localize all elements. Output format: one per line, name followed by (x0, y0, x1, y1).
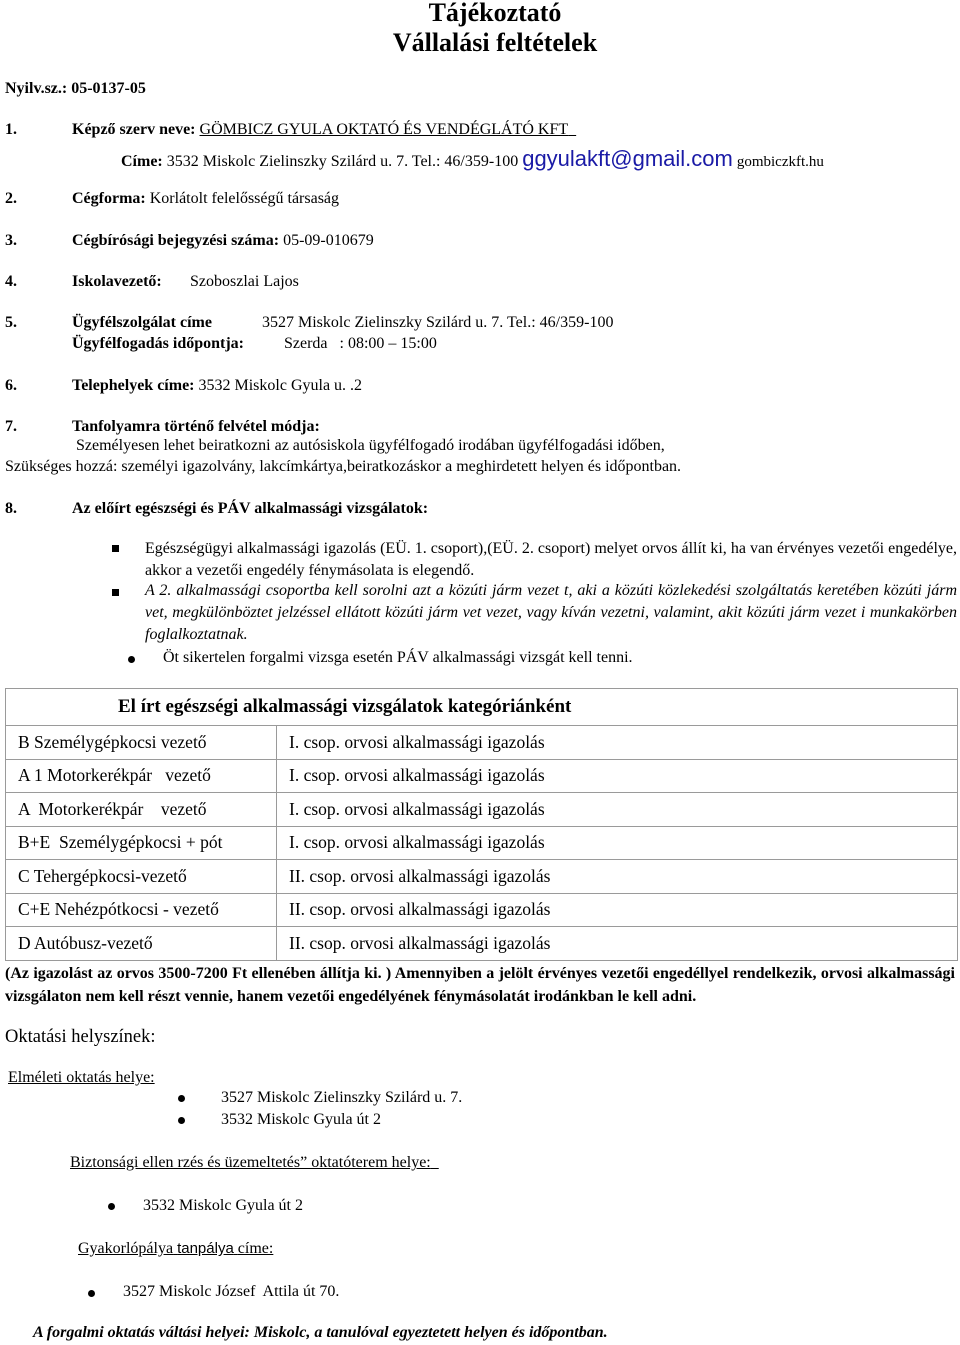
section-7-number: 7. (5, 418, 17, 435)
section-2-number: 2. (5, 190, 17, 207)
practice-label-part2: tanpálya (177, 1240, 234, 1257)
practice-label-part3: címe: (237, 1240, 274, 1257)
category-cell: D Autóbusz-vezető (6, 927, 277, 961)
square-bullet-icon (112, 589, 119, 596)
section-2-label: Cégforma: (72, 190, 146, 207)
requirement-cell: II. csop. orvosi alkalmassági igazolás (277, 860, 958, 894)
safety-location-1: 3532 Miskolc Gyula út 2 (143, 1197, 303, 1214)
section-6-line (72, 377, 362, 395)
document-subtitle: Vállalási feltételek (392, 28, 598, 57)
requirement-cell: I. csop. orvosi alkalmassági igazolás (277, 726, 958, 760)
section-4-value: Szoboszlai Lajos (190, 273, 299, 290)
section-5-label: Ügyfélszolgálat címe (72, 314, 212, 331)
section-1-line (72, 121, 576, 139)
table-row (6, 793, 958, 827)
table-heading: El írt egészségi alkalmassági vizsgálatok kategóriánként (6, 689, 958, 726)
theory-location-1: 3527 Miskolc Zielinszky Szilárd u. 7. (221, 1089, 463, 1106)
section-1-address-line (121, 146, 824, 172)
section-1-name: GÖMBICZ GYULA OKTATÓ ÉS VENDÉGLÁTÓ KFT (199, 121, 569, 138)
practice-label-part1: Gyakorlópálya (78, 1240, 174, 1257)
section-7-label: Tanfolyamra történő felvétel módja: (72, 418, 320, 435)
requirement-cell: I. csop. orvosi alkalmassági igazolás (277, 793, 958, 827)
email-link[interactable]: ggyulakft@gmail.com (522, 146, 733, 171)
section-5-value: 3527 Miskolc Zielinszky Szilárd u. 7. Tel.: 46/359-100 (262, 314, 614, 331)
section-4-label: Iskolavezető: (72, 273, 162, 290)
requirement-cell: II. csop. orvosi alkalmassági igazolás (277, 893, 958, 927)
bullet-dot-icon (178, 1095, 185, 1102)
section-3-number: 3. (5, 232, 17, 249)
section-1-address: 3532 Miskolc Zielinszky Szilárd u. 7. Tel.: 46/359-100 (166, 153, 519, 170)
category-cell: A 1 Motorkerékpár vezető (6, 759, 277, 793)
section-7-line1: Személyesen lehet beiratkozni az autósiskola ügyfélfogadó irodában ügyfélfogadási időben, (76, 437, 665, 454)
bullet-dot-icon (178, 1117, 185, 1124)
section-8-number: 8. (5, 500, 17, 517)
section-6-label: Telephelyek címe: (72, 377, 195, 394)
section-8-bullet-2: A 2. alkalmassági csoportba kell sorolni azt a közúti járm vezet t, aki a közúti közlekedési szolgáltatás keretében közúti járm vet, megkülönböztet jelzéssel ellátott közúti járm vet vezet, vagy kíván vezetni, valamint, akit közúti járm vezet i munkakörben foglalkoztatnak. (145, 582, 957, 643)
section-2-value: Korlátolt felelősségű társaság (149, 190, 340, 207)
table-row (6, 759, 958, 793)
section-7-line2: Szükséges hozzá: személyi igazolvány, lakcímkártya,beiratkozáskor a meghirdetett helyen és időpontban. (5, 458, 682, 475)
section-8-label: Az előírt egészségi és PÁV alkalmassági vizsgálatok: (72, 500, 429, 517)
category-table (5, 688, 958, 961)
section-5-hours-label: Ügyfélfogadás időpontja: (72, 335, 245, 352)
table-row (6, 927, 958, 961)
bullet-dot-icon (88, 1290, 95, 1297)
section-5-number: 5. (5, 314, 17, 331)
section-4-number: 4. (5, 273, 17, 290)
category-cell: B Személygépkocsi vezető (6, 726, 277, 760)
requirement-cell: I. csop. orvosi alkalmassági igazolás (277, 759, 958, 793)
practice-location-1: 3527 Miskolc József Attila út 70. (123, 1283, 340, 1300)
section-5-hours-value: Szerda : 08:00 – 15:00 (284, 335, 437, 352)
section-1-address-label: Címe: (121, 153, 163, 170)
section-8-bullet-3: Öt sikertelen forgalmi vizsga esetén PÁV alkalmassági vizsgát kell tenni. (163, 649, 633, 666)
category-cell: C+E Nehézpótkocsi - vezető (6, 893, 277, 927)
section-3-value: 05-09-010679 (283, 232, 374, 249)
section-3-line (72, 232, 374, 250)
registration-number: Nyilv.sz.: 05-0137-05 (5, 80, 146, 97)
section-6-value: 3532 Miskolc Gyula u. .2 (198, 377, 363, 394)
table-row (6, 726, 958, 760)
requirement-cell: I. csop. orvosi alkalmassági igazolás (277, 826, 958, 860)
section-2-line (72, 190, 339, 208)
practice-location-label (78, 1240, 273, 1258)
requirement-cell: II. csop. orvosi alkalmassági igazolás (277, 927, 958, 961)
locations-title: Oktatási helyszínek: (5, 1027, 156, 1047)
section-8-bullet-1: Egészségügyi alkalmassági igazolás (EÜ. 1. csoport),(EÜ. 2. csoport) melyet orvos állít ki, ha van érvényes vezetői engedélye, akkor a vezetői engedély fénymásolata is elegendő. (145, 540, 957, 579)
exam-note: (Az igazolást az orvos 3500-7200 Ft ellenében állítja ki. ) Amennyiben a jelölt érvényes vezetői engedéllyel rendelkezik, orvosi alkalmassági vizsgálaton nem kell részt vennie, hanem vezetői engedélyének fénymásolatát irodánkban le kell adni. (5, 965, 955, 1005)
square-bullet-icon (112, 545, 119, 552)
section-6-number: 6. (5, 377, 17, 394)
bullet-dot-icon (128, 656, 135, 663)
table-row (6, 826, 958, 860)
section-1-label: Képző szerv neve: (72, 121, 196, 138)
bullet-dot-icon (108, 1203, 115, 1210)
safety-location-label-line (70, 1154, 439, 1172)
category-cell: A Motorkerékpár vezető (6, 793, 277, 827)
section-1-number: 1. (5, 121, 17, 138)
table-row (6, 860, 958, 894)
footer-note: A forgalmi oktatás váltási helyei: Miskolc, a tanulóval egyeztetett helyen és időpontban. (33, 1324, 608, 1341)
theory-location-2: 3532 Miskolc Gyula út 2 (221, 1111, 381, 1128)
category-cell: C Tehergépkocsi-vezető (6, 860, 277, 894)
theory-location-label: Elméleti oktatás helye: (8, 1069, 155, 1086)
website-link[interactable]: gombiczkft.hu (736, 154, 824, 170)
section-3-label: Cégbírósági bejegyzési száma: (72, 232, 280, 249)
safety-location-label: Biztonsági ellen rzés és üzemeltetés” oktatóterem helye: (70, 1154, 431, 1171)
category-cell: B+E Személygépkocsi + pót (6, 826, 277, 860)
document-title: Tájékoztató (428, 0, 562, 27)
table-row (6, 893, 958, 927)
